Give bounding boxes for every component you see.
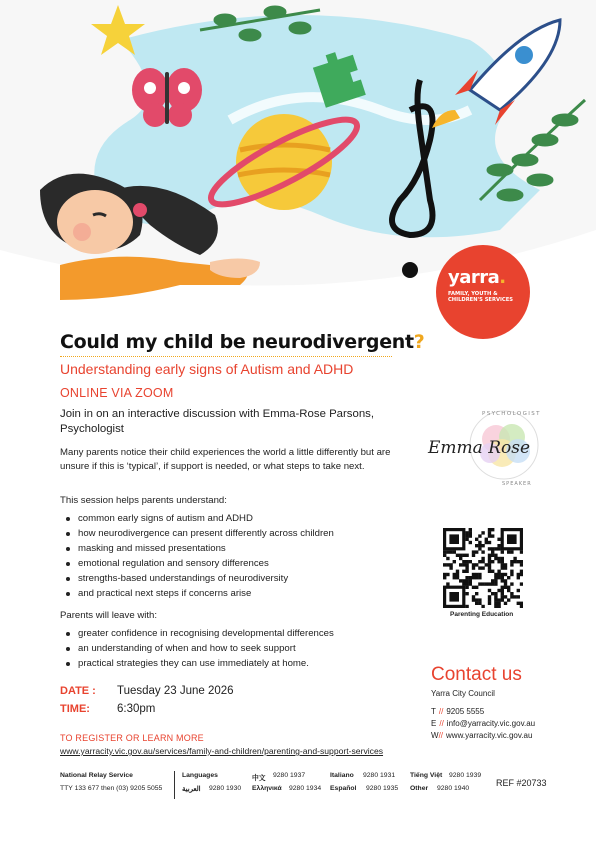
list-item: and practical next steps if concerns arise — [78, 586, 334, 601]
logo-ring-bottom: SPEAKER — [502, 481, 532, 487]
leave-points-list — [78, 626, 334, 671]
chinese-label: 中文 — [252, 775, 266, 782]
greek-label: Ελληνικά — [252, 785, 282, 792]
logo-ring-top: PSYCHOLOGIST — [482, 411, 541, 417]
relay-text: TTY 133 677 then (03) 9205 5055 — [60, 785, 163, 792]
register-link[interactable]: www.yarracity.vic.gov.au/services/family-and-children/parenting-and-support-services — [60, 746, 384, 756]
logo-artwork — [424, 405, 548, 489]
qr-caption: Parenting Education — [450, 611, 514, 618]
time-label: TIME: — [60, 703, 90, 715]
session-points-list — [78, 511, 334, 601]
register-label: TO REGISTER OR LEARN MORE — [60, 733, 204, 743]
reference-number: REF #20733 — [496, 778, 547, 788]
languages-label: Languages — [182, 772, 218, 779]
relay-title: National Relay Service — [60, 772, 133, 779]
italian-label: Italiano — [330, 772, 354, 779]
contact-org: Yarra City Council — [431, 689, 495, 698]
list-item: common early signs of autism and ADHD — [78, 511, 334, 526]
qr-artwork — [443, 528, 523, 608]
spanish-number: 9280 1935 — [366, 785, 399, 792]
list-item: masking and missed presentations — [78, 541, 334, 556]
chinese-number: 9280 1937 — [273, 772, 306, 779]
session-intro: This session helps parents understand: — [60, 495, 227, 506]
list-item: an understanding of when and how to seek support — [78, 641, 334, 656]
other-number: 9280 1940 — [437, 785, 470, 792]
footer-divider — [174, 771, 175, 799]
page-title: Could my child be neurodivergent? — [60, 331, 425, 353]
other-label: Other — [410, 785, 429, 792]
footer — [60, 771, 550, 801]
intro-text: Join in on an interactive discussion with Emma-Rose Parsons, Psychologist — [60, 408, 375, 435]
title-divider — [60, 356, 392, 357]
yarra-brand-badge — [436, 245, 530, 339]
italian-number: 9280 1931 — [363, 772, 396, 779]
greek-number: 9280 1934 — [289, 785, 322, 792]
email-link[interactable]: info@yarracity.vic.gov.au — [446, 719, 536, 728]
list-item: practical strategies they can use immediately at home. — [78, 656, 334, 671]
leave-intro: Parents will leave with: — [60, 610, 158, 621]
contact-title: Contact us — [431, 664, 522, 685]
presenter-name: Emma Rose — [428, 438, 531, 458]
time-value: 6:30pm — [117, 703, 156, 715]
list-item: emotional regulation and sensory differences — [78, 556, 334, 571]
contact-phone: T // 9205 5555 — [431, 707, 485, 716]
list-item: strengths-based understandings of neurodiversity — [78, 571, 334, 586]
vietnamese-number: 9280 1939 — [449, 772, 482, 779]
contact-email: E // info@yarracity.vic.gov.au — [431, 719, 536, 728]
event-mode: ONLINE VIA ZOOM — [60, 386, 174, 400]
page-subtitle: Understanding early signs of Autism and ADHD — [60, 361, 354, 377]
date-value: Tuesday 23 June 2026 — [117, 685, 234, 697]
phone-link[interactable]: 9205 5555 — [446, 707, 485, 716]
brand-name: yarra. — [448, 267, 506, 288]
qr-code[interactable] — [443, 528, 523, 608]
contact-web: W// www.yarracity.vic.gov.au — [431, 731, 533, 740]
date-label: DATE : — [60, 685, 96, 697]
web-link[interactable]: www.yarracity.vic.gov.au — [446, 731, 533, 740]
description-paragraph: Many parents notice their child experiences the world a little differently but are unsure if this is ‘typical’, if support is needed, or what steps to take next. — [60, 447, 391, 472]
arabic-number: 9280 1930 — [209, 785, 242, 792]
list-item: how neurodivergence can present differently across children — [78, 528, 334, 539]
arabic-label: العربية — [182, 786, 201, 793]
list-item: greater confidence in recognising developmental differences — [78, 628, 334, 639]
vietnamese-label: Tiếng Việt — [410, 772, 443, 779]
emma-rose-logo — [424, 405, 548, 489]
spanish-label: Español — [330, 785, 357, 792]
brand-tagline: FAMILY, YOUTH & CHILDREN'S SERVICES — [448, 291, 514, 304]
